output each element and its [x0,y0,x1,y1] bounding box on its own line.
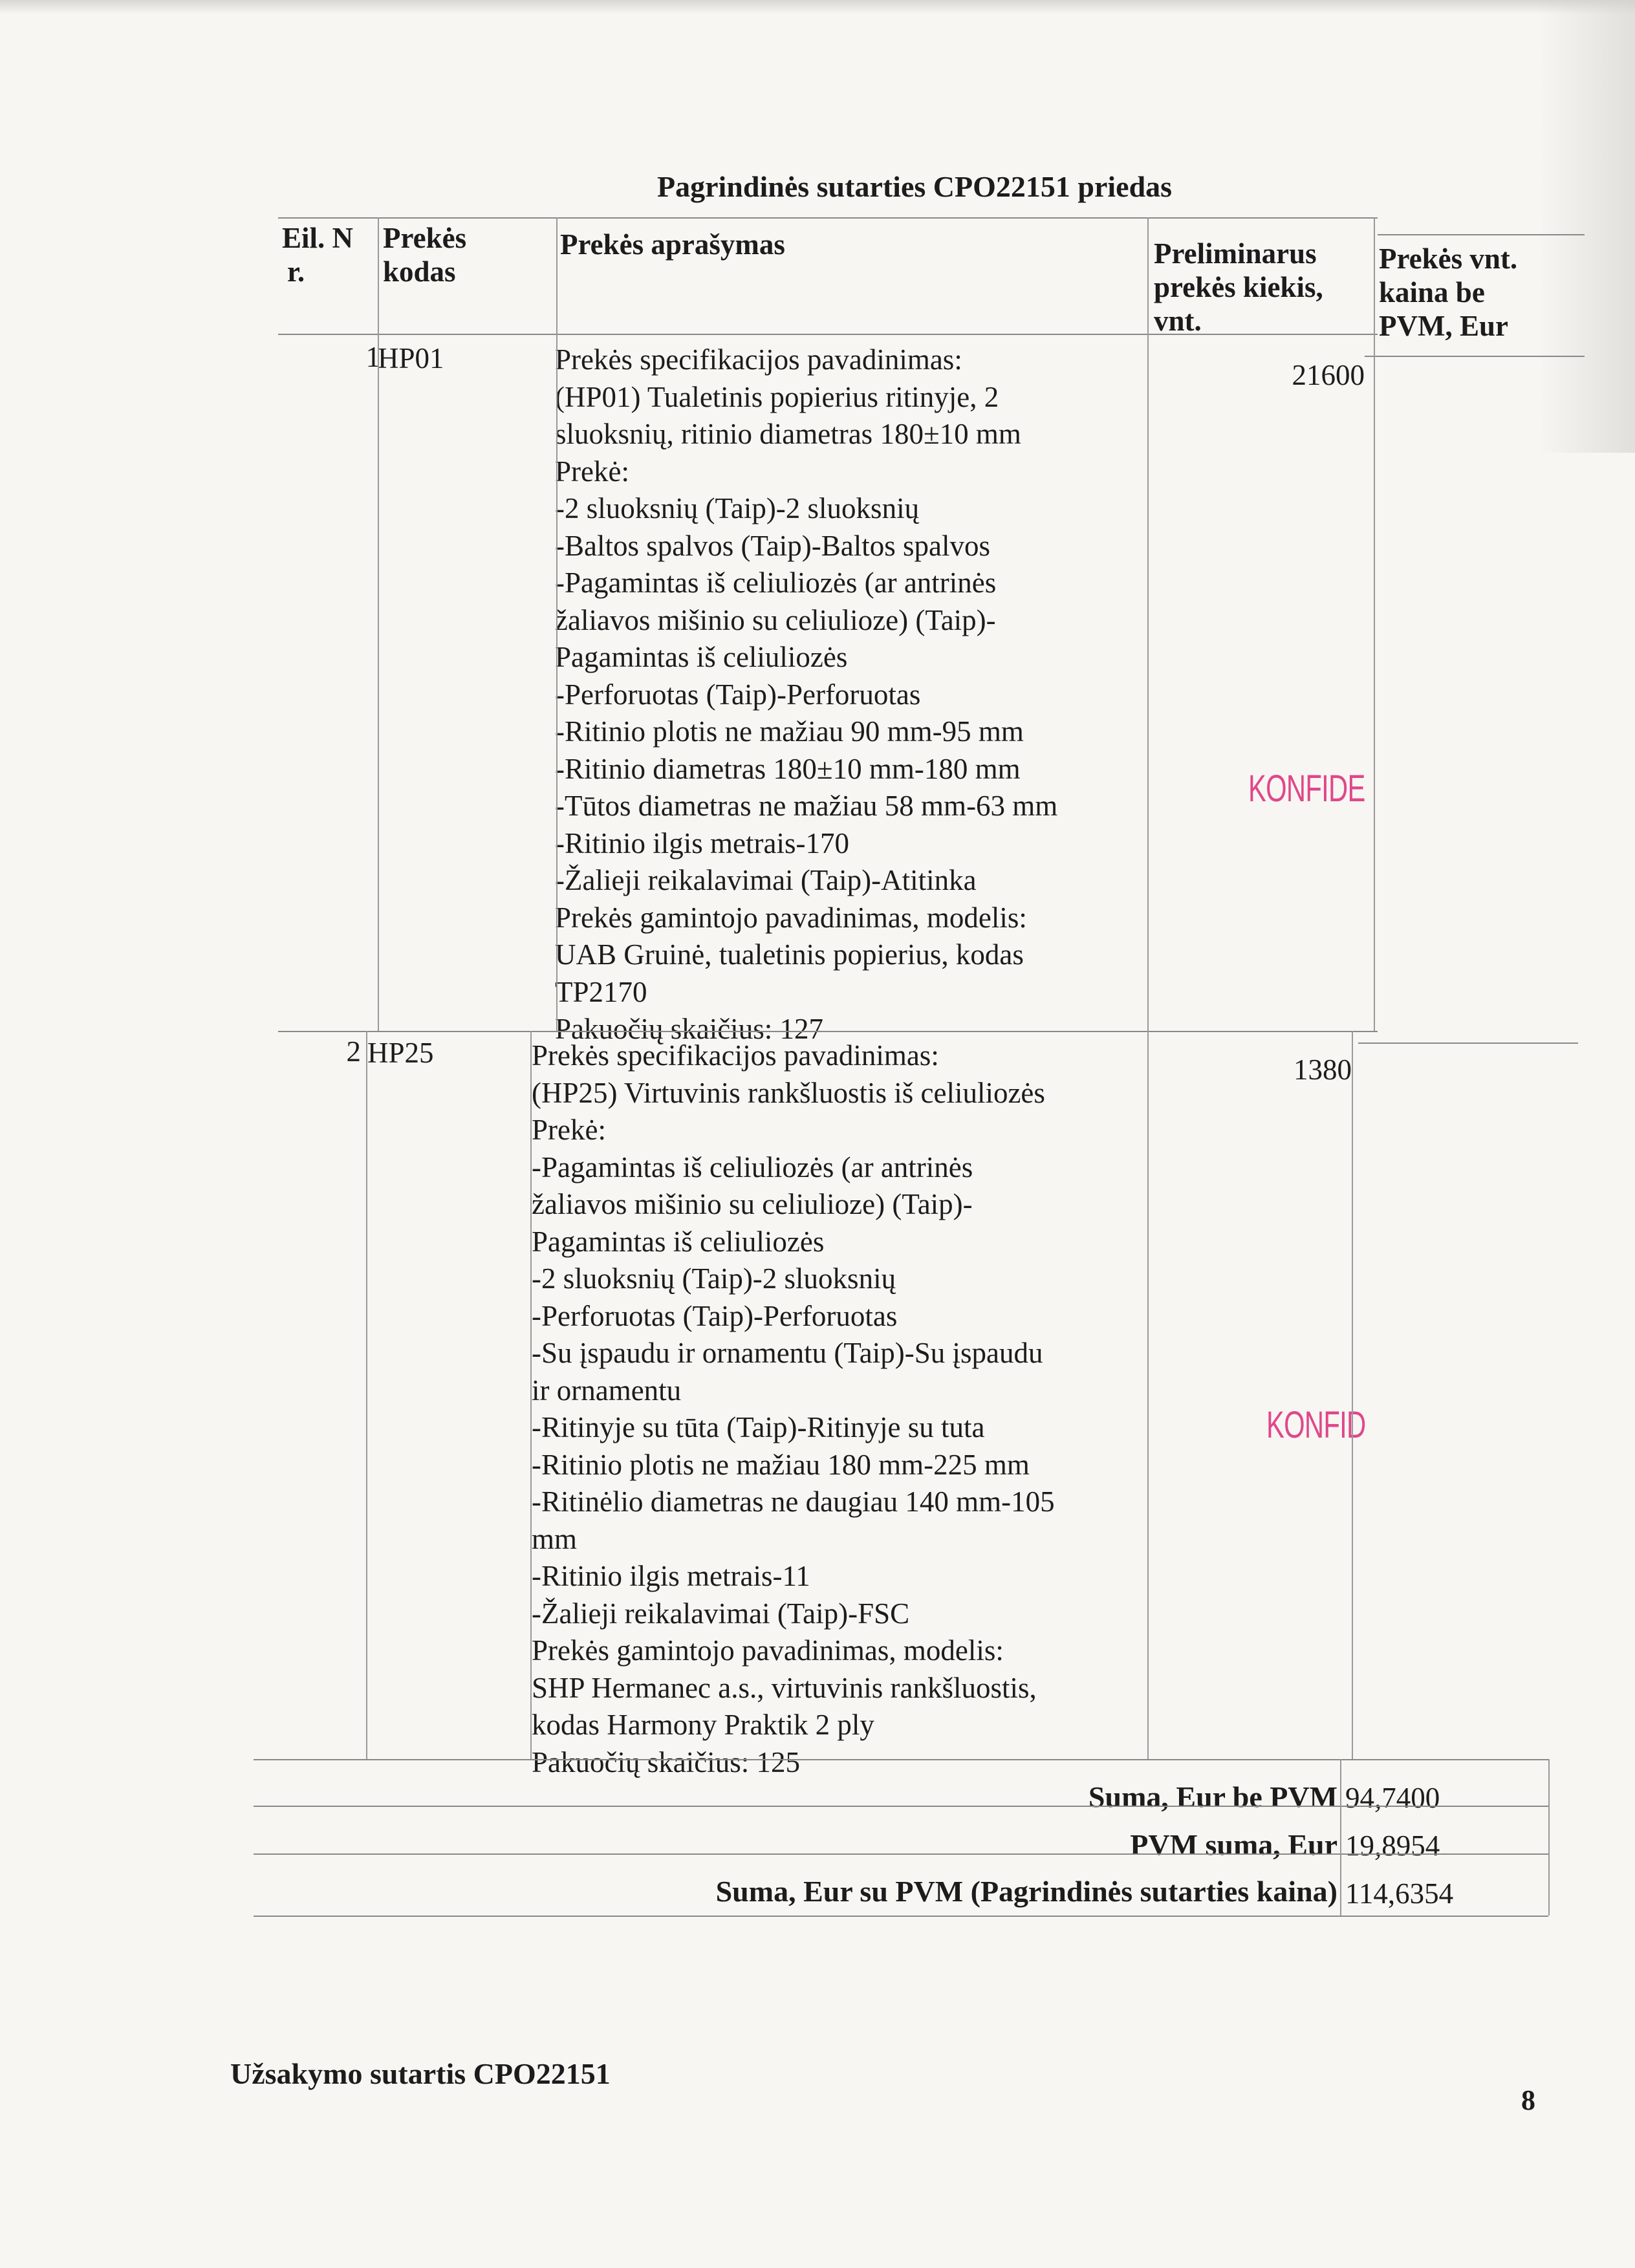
table-rule [556,217,558,1031]
header-price [1379,242,1586,343]
confidential-stamp: KONFIDE [1248,768,1365,810]
table-rule [278,334,1378,335]
table-rule [530,1031,532,1759]
description-line: -Perforuotas (Taip)-Perforuotas [555,678,921,711]
description-line: -Tūtos diametras ne mažiau 58 mm-63 mm [555,790,1058,822]
header-code [383,221,532,288]
table-rule [254,1853,1548,1855]
description-line: žaliavos mišinio su celiulioze) (Taip)- [555,603,996,636]
total-label: PVM suma, Eur [1130,1828,1337,1861]
description-line: TP2170 [555,975,647,1008]
table-rule [1340,1759,1341,1916]
page-number: 8 [1521,2084,1535,2116]
scan-page-fold [1538,0,1635,453]
description-line: UAB Gruinė, tualetinis popierius, kodas [555,938,1024,971]
table-rule [1378,234,1585,235]
footer-contract-name: Užsakymo sutartis CPO22151 [230,2057,611,2090]
description-line: -Ritinėlio diametras ne daugiau 140 mm-105 [532,1485,1055,1518]
header-quantity-line: prekės kiekis, [1154,271,1323,304]
header-no-line: r. [287,255,305,288]
description-line: ir ornamentu [532,1374,682,1407]
description-line: Pagamintas iš celiuliozės [532,1225,825,1258]
description-line: -Žalieji reikalavimai (Taip)-Atitinka [555,864,977,896]
row-2-no: 2 [346,1035,361,1068]
description-line: -Žalieji reikalavimai (Taip)-FSC [532,1597,910,1630]
total-value: 94,7400 [1345,1782,1440,1814]
description-line: -Pagamintas iš celiuliozės (ar antrinės [532,1150,973,1183]
row-1-description [555,341,1057,1048]
table-rule [1365,356,1585,357]
description-line: (HP25) Virtuvinis rankšluostis iš celiuliozės [532,1076,1045,1109]
table-rule [254,1916,1548,1917]
header-no-line: Eil. N [282,222,354,254]
total-value: 19,8954 [1345,1830,1440,1862]
header-price-line: kaina be [1379,276,1485,309]
description-line: -2 sluoksnių (Taip)-2 sluoksnių [532,1262,896,1295]
header-no [282,221,373,288]
header-price-line: Prekės vnt. [1379,243,1518,275]
description-line: -2 sluoksnių (Taip)-2 sluoksnių [555,492,920,524]
table-rule [254,1806,1548,1807]
description-line: žaliavos mišinio su celiulioze) (Taip)- [532,1188,973,1220]
table-rule [1358,1042,1578,1044]
confidential-stamp: KONFID [1266,1404,1366,1446]
description-line: sluoksnių, ritinio diametras 180±10 mm [555,418,1021,450]
description-line: Pakuočių skaičius: 125 [532,1745,800,1778]
description-line: Prekė: [532,1114,606,1146]
row-1-no: 1 [365,341,380,373]
description-line: Prekė: [555,455,629,488]
description-line: -Ritinio ilgis metrais-170 [555,826,849,859]
description-line: -Ritinio ilgis metrais-11 [532,1560,810,1592]
table-rule [1548,1759,1550,1916]
row-1-code: HP01 [378,342,444,374]
description-line: -Pagamintas iš celiuliozės (ar antrinės [555,567,997,599]
description-line: Pakuočių skaičius: 127 [555,1013,823,1045]
table-rule [278,1031,1378,1032]
row-2-quantity: 1380 [1294,1053,1352,1086]
description-line: Pagamintas iš celiuliozės [555,641,848,673]
header-description: Prekės aprašymas [560,228,785,261]
description-line: SHP Hermanec a.s., virtuvinis rankšluostis, [532,1671,1037,1704]
header-quantity [1154,237,1374,338]
table-rule [254,1759,1548,1760]
total-value: 114,6354 [1345,1877,1454,1910]
table-rule [366,1031,367,1759]
description-line: -Su įspaudu ir ornamentu (Taip)-Su įspaudu [532,1337,1043,1369]
row-2-code: HP25 [367,1037,434,1069]
description-line: -Ritinio plotis ne mažiau 90 mm-95 mm [555,715,1024,748]
header-code-line: kodas [383,255,456,288]
description-line: -Perforuotas (Taip)-Perforuotas [532,1299,898,1332]
description-line: Prekės gamintojo pavadinimas, modelis: [532,1634,1004,1667]
description-line: -Ritinyje su tūta (Taip)-Ritinyje su tuta [532,1411,985,1443]
scan-top-shadow [0,0,1635,14]
header-price-line: PVM, Eur [1379,310,1508,343]
total-label: Suma, Eur be PVM [1088,1780,1337,1813]
description-line: Prekės specifikacijos pavadinimas: [555,343,962,376]
total-label: Suma, Eur su PVM (Pagrindinės sutarties kaina) [715,1875,1337,1908]
row-2-description [532,1037,1055,1781]
description-line: mm [532,1522,578,1555]
description-line: -Ritinio plotis ne mažiau 180 mm-225 mm [532,1448,1030,1481]
header-quantity-line: Preliminarus [1154,237,1317,270]
document-title: Pagrindinės sutarties CPO22151 priedas [657,170,1173,203]
table-rule [278,217,1378,219]
description-line: -Ritinio diametras 180±10 mm-180 mm [555,752,1021,785]
table-rule [378,217,379,1031]
description-line: (HP01) Tualetinis popierius ritinyje, 2 [555,380,999,413]
description-line: -Baltos spalvos (Taip)-Baltos spalvos [555,529,991,562]
table-rule [1352,1031,1353,1759]
table-rule [1374,217,1375,1031]
header-quantity-line: vnt. [1154,305,1202,338]
header-code-line: Prekės [383,222,467,254]
description-line: Prekės gamintojo pavadinimas, modelis: [555,901,1027,934]
row-1-quantity: 21600 [1292,359,1365,391]
description-line: kodas Harmony Praktik 2 ply [532,1709,874,1741]
description-line: Prekės specifikacijos pavadinimas: [532,1039,939,1072]
table-rule [1147,217,1149,1759]
